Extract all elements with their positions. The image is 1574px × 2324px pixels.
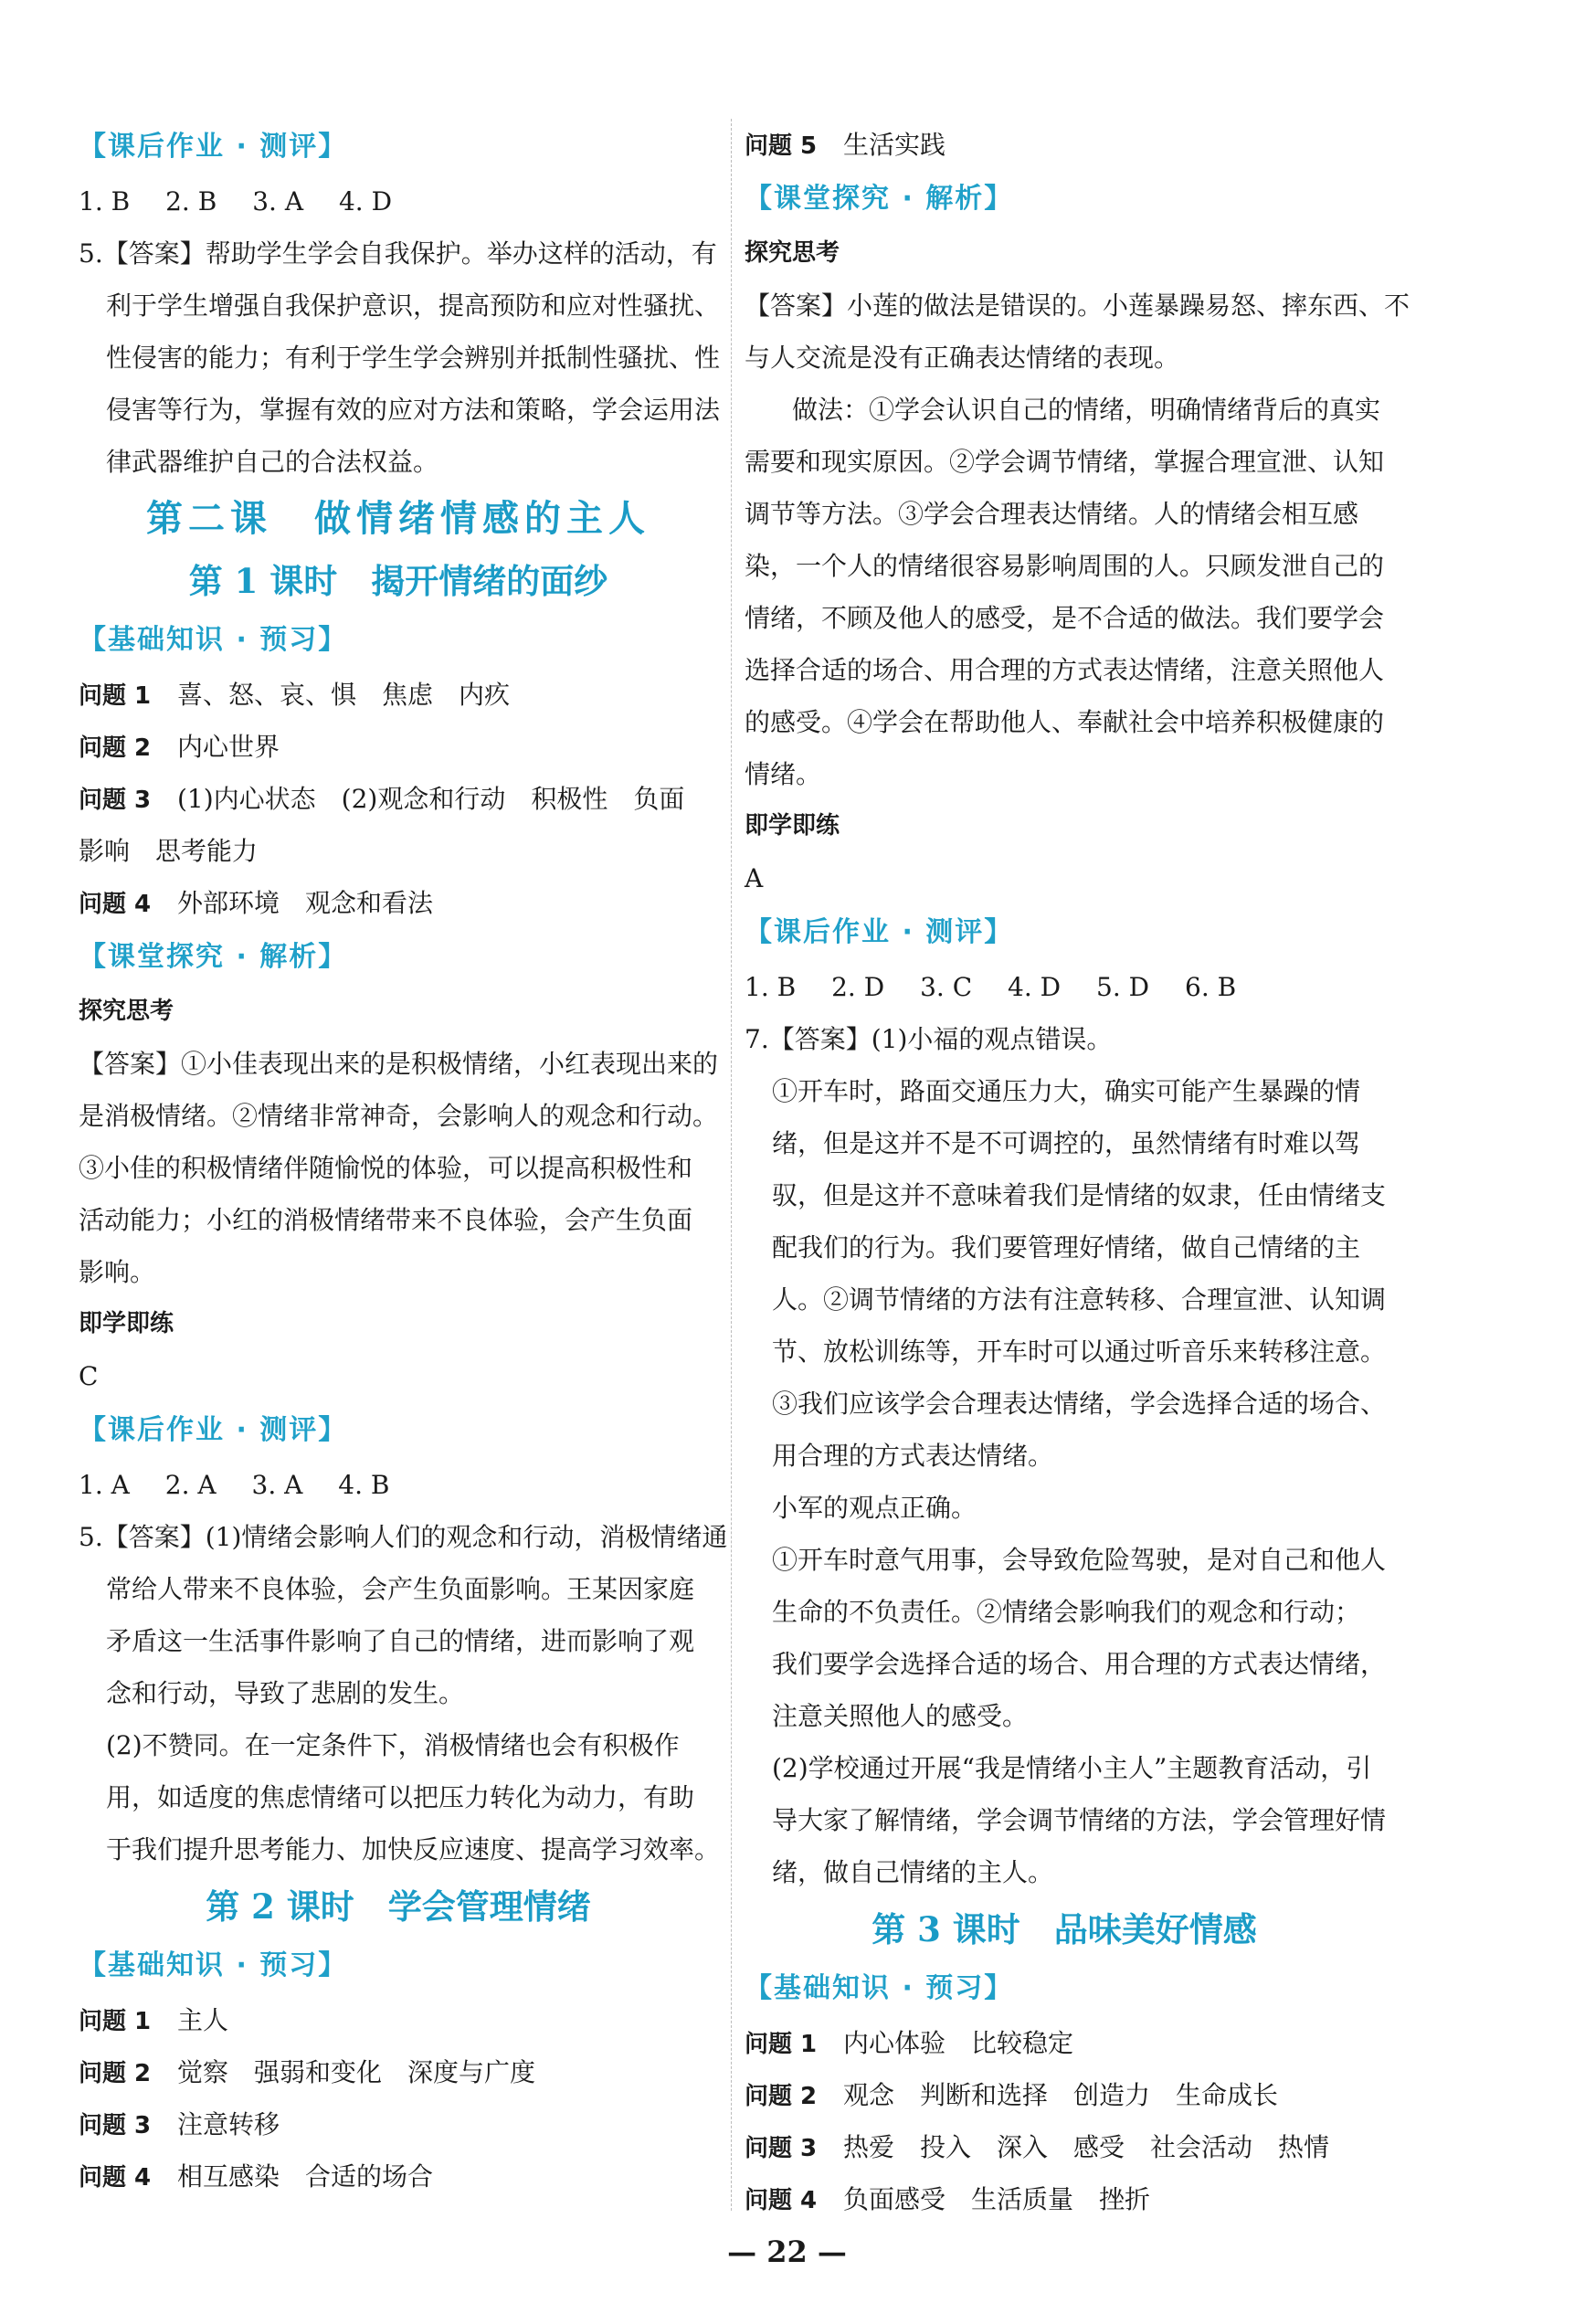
answer-text: ①开车时意气用事，会导致危险驾驶，是对自己和他人 <box>772 1545 1387 1575</box>
answer-text: 【答案】①小佳表现出来的是积极情绪，小红表现出来的 <box>79 1049 719 1079</box>
question-row: 问题 1 主人 <box>79 2005 229 2035</box>
answer-text: C <box>79 1361 99 1391</box>
section-header: 【基础知识 · 预习】 <box>745 1972 1014 2004</box>
section-header: 【课后作业 · 测评】 <box>745 916 1014 948</box>
question-row: 问题 4 相互感染 合适的场合 <box>79 2161 434 2192</box>
question-row: 问题 3 (1)内心状态 (2)观念和行动 积极性 负面 <box>79 784 685 814</box>
answer-text: 节、放松训练等，开车时可以通过听音乐来转移注意。 <box>772 1336 1387 1367</box>
answer-text: 侵害等行为，掌握有效的应对方法和策略，学会运用法 <box>106 395 721 425</box>
answer-text: 生命的不负责任。②情绪会影响我们的观念和行动； <box>772 1597 1361 1627</box>
session-title: 第 2 课时 学会管理情绪 <box>206 1886 591 1927</box>
answer-text: 绪，但是这并不是不可调控的，虽然情绪有时难以驾 <box>772 1128 1361 1158</box>
answer-text: 小军的观点正确。 <box>772 1493 977 1523</box>
question-row-continued: 影响 思考能力 <box>79 836 259 866</box>
answer-row: 1. A 2. A 3. A 4. B <box>79 1470 390 1500</box>
answer-text: 选择合适的场合、用合理的方式表达情绪，注意关照他人 <box>745 655 1385 685</box>
answer-text: ①开车时，路面交通压力大，确实可能产生暴躁的情 <box>772 1076 1361 1106</box>
answer-text: 【答案】小莲的做法是错误的。小莲暴躁易怒、摔东西、不 <box>745 290 1410 321</box>
section-header: 【基础知识 · 预习】 <box>79 624 348 656</box>
subheading: 即学即练 <box>745 812 840 840</box>
answer-row: 1. B 2. D 3. C 4. D 5. D 6. B <box>745 972 1237 1002</box>
answer-text: 活动能力；小红的消极情绪带来不良体验，会产生负面 <box>79 1205 693 1235</box>
answer-text: 用，如适度的焦虑情绪可以把压力转化为动力，有助 <box>106 1782 695 1812</box>
answer-text: 常给人带来不良体验，会产生负面影响。王某因家庭 <box>106 1574 695 1604</box>
lesson-title: 第二课 做情绪情感的主人 <box>146 497 650 540</box>
answer-text: (2)不赞同。在一定条件下，消极情绪也会有积极作 <box>106 1730 680 1760</box>
answer-text: (2)学校通过开展“我是情绪小主人”主题教育活动，引 <box>772 1753 1372 1783</box>
column-divider <box>731 119 732 2211</box>
section-header: 【课后作业 · 测评】 <box>79 131 348 163</box>
answer-text: 调节等方法。③学会合理表达情绪。人的情绪会相互感 <box>745 499 1359 529</box>
answer-text: 律武器维护自己的合法权益。 <box>106 447 439 477</box>
answer-text: 人。②调节情绪的方法有注意转移、合理宣泄、认知调 <box>772 1284 1387 1315</box>
answer-text: 用合理的方式表达情绪。 <box>772 1441 1054 1471</box>
right-column <box>745 119 1410 2225</box>
answer-text: 染，一个人的情绪很容易影响周围的人。只顾发泄自己的 <box>745 551 1385 581</box>
answer-text: 注意关照他人的感受。 <box>772 1701 1029 1731</box>
answer-text: ③我们应该学会合理表达情绪，学会选择合适的场合、 <box>772 1389 1387 1419</box>
question-row: 问题 1 喜、怒、哀、惧 焦虑 内疚 <box>79 680 511 710</box>
answer-text: 与人交流是没有正确表达情绪的表现。 <box>745 343 1180 373</box>
answer-text: 我们要学会选择合适的场合、用合理的方式表达情绪， <box>772 1649 1387 1679</box>
section-header: 【课后作业 · 测评】 <box>79 1414 348 1446</box>
answer-text: 情绪，不顾及他人的感受，是不合适的做法。我们要学会 <box>745 603 1385 633</box>
answer-text: 导大家了解情绪，学会调节情绪的方法，学会管理好情 <box>772 1805 1387 1835</box>
section-header: 【基础知识 · 预习】 <box>79 1949 348 1981</box>
section-header: 【课堂探究 · 解析】 <box>79 941 348 973</box>
subheading: 即学即练 <box>79 1310 174 1337</box>
subheading: 探究思考 <box>745 239 840 267</box>
answer-text: 是消极情绪。②情绪非常神奇，会影响人的观念和行动。 <box>79 1101 719 1131</box>
answer-text: 矛盾这一生活事件影响了自己的情绪，进而影响了观 <box>106 1626 695 1656</box>
answer-text: 7.【答案】(1)小福的观点错误。 <box>745 1024 1113 1054</box>
answer-text: 做法：①学会认识自己的情绪，明确情绪背后的真实 <box>792 395 1381 425</box>
answer-text: 5.【答案】帮助学生学会自我保护。举办这样的活动，有 <box>79 238 717 269</box>
question-row: 问题 4 负面感受 生活质量 挫折 <box>745 2184 1151 2214</box>
session-title: 第 3 课时 品味美好情感 <box>872 1909 1257 1949</box>
answer-text: 5.【答案】(1)情绪会影响人们的观念和行动，消极情绪通 <box>79 1522 728 1552</box>
answer-text: 的感受。④学会在帮助他人、奉献社会中培养积极健康的 <box>745 707 1385 737</box>
answer-text: ③小佳的积极情绪伴随愉悦的体验，可以提高积极性和 <box>79 1153 693 1183</box>
answer-text: 性侵害的能力；有利于学生学会辨别并抵制性骚扰、性 <box>106 343 721 373</box>
answer-text: 驭，但是这并不意味着我们是情绪的奴隶，任由情绪支 <box>772 1180 1387 1210</box>
answer-text: 配我们的行为。我们要管理好情绪，做自己情绪的主 <box>772 1232 1361 1262</box>
question-row: 问题 1 内心体验 比较稳定 <box>745 2028 1074 2058</box>
answer-row: 1. B 2. B 3. A 4. D <box>79 186 393 217</box>
question-row: 问题 4 外部环境 观念和看法 <box>79 888 434 918</box>
question-row: 问题 3 热爱 投入 深入 感受 社会活动 热情 <box>745 2132 1330 2162</box>
answer-text: 念和行动，导致了悲剧的发生。 <box>106 1678 465 1708</box>
subheading: 探究思考 <box>79 998 174 1025</box>
answer-text: 影响。 <box>79 1257 156 1287</box>
page-number: — 22 — <box>727 2234 847 2269</box>
section-header: 【课堂探究 · 解析】 <box>745 183 1014 215</box>
question-row: 问题 5 生活实践 <box>745 130 946 160</box>
answer-text: 情绪。 <box>745 759 822 789</box>
left-column <box>79 119 728 2203</box>
question-row: 问题 2 内心世界 <box>79 732 280 762</box>
answer-text: 需要和现实原因。②学会调节情绪，掌握合理宣泄、认知 <box>745 447 1385 477</box>
answer-text: A <box>745 863 764 893</box>
answer-text: 利于学生增强自我保护意识，提高预防和应对性骚扰、 <box>106 290 721 321</box>
question-row: 问题 3 注意转移 <box>79 2109 280 2139</box>
answer-text: 于我们提升思考能力、加快反应速度、提高学习效率。 <box>106 1834 721 1864</box>
question-row: 问题 2 观念 判断和选择 创造力 生命成长 <box>745 2080 1279 2110</box>
question-row: 问题 2 觉察 强弱和变化 深度与广度 <box>79 2057 536 2087</box>
answer-text: 绪，做自己情绪的主人。 <box>772 1857 1054 1887</box>
session-title: 第 1 课时 揭开情绪的面纱 <box>188 561 608 601</box>
